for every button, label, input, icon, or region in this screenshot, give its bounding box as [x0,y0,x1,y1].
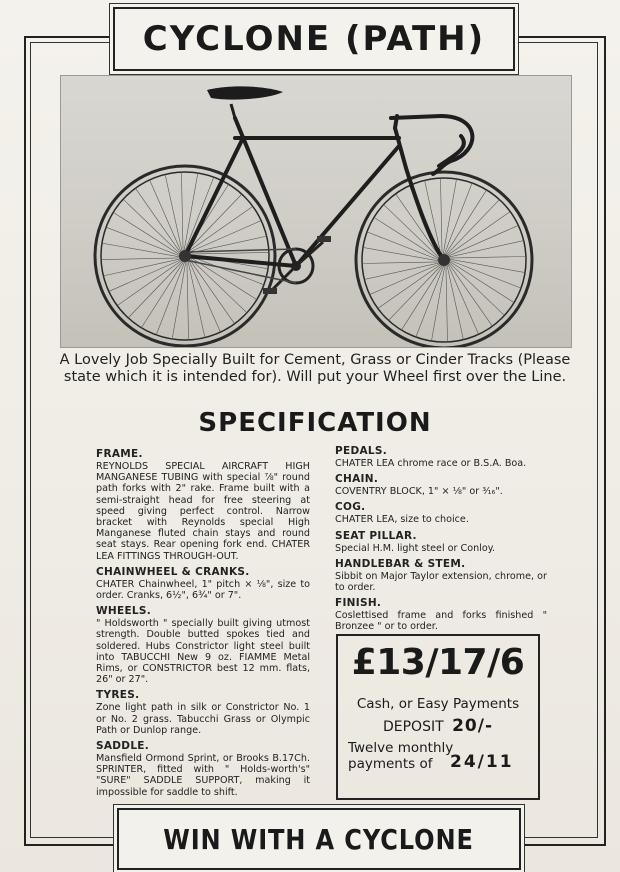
spec-section [335,445,547,469]
spec-section-body: Special H.M. light steel or Conloy. [335,542,496,554]
spec-section-title: FINISH. [335,597,382,610]
spec-section [96,689,310,736]
spec-section [96,740,310,798]
spec-section-title: FRAME. [96,448,143,460]
spec-section-title: CHAINWHEEL & CRANKS. [96,565,250,578]
spec-section [96,448,310,562]
footer-banner [117,808,521,870]
spec-section-title: COG. [335,501,366,514]
spec-left-column [96,448,310,802]
monthly-payments-label: Twelve monthly payments of [348,740,454,772]
spec-section-body: REYNOLDS SPECIAL AIRCRAFT HIGH MANGANESE TUBING with special ⅞" round path forks with 2" rake. Frame built with a semi-straight head for free steering at speed giving perfect control. Narrow bracket with Reynolds special High Manganese fluted chain stays and round seat stays. Rear opening fork end. CHATER LEA FITTINGS THROUGH-OUT. [96,461,310,562]
spec-section-title: PEDALS. [335,445,388,457]
price-amount: £13/17/6 [351,642,525,683]
spec-section-body: COVENTRY BLOCK, 1" × ⅛" or ³⁄₁₆". [335,486,503,498]
spec-section-title: WHEELS. [96,605,152,618]
spec-section-body: CHATER LEA chrome race or B.S.A. Boa. [335,458,527,469]
spec-section-title: SEAT PILLAR. [335,529,417,542]
bicycle-illustration [61,76,571,347]
deposit-label: DEPOSIT [382,719,444,735]
spec-section-body: Coslettised frame and forks finished " Bronzee " or to order. [335,610,547,633]
spec-right-column [335,445,547,637]
spec-section [335,501,547,525]
payment-options-text: Cash, or Easy Payments [356,696,520,712]
spec-section-body: " Holdsworth " specially built giving utmost strength. Double butted spokes tied and soldered. Hubs Constrictor light steel built into TABUCCHI New 9 oz. FIAMME Metal Rims, or CONSTRICTOR best 12 mm. flats, 26" or 27". [96,618,310,686]
price-box [336,634,540,800]
specification-heading: SPECIFICATION [198,408,432,438]
spec-section-title: SADDLE. [96,740,150,753]
deposit-amount: 20/- [452,716,494,736]
page-title: CYCLONE (PATH) [142,19,486,59]
spec-section [335,558,547,593]
spec-section-body: Zone light path in silk or Constrictor No. 1 or No. 2 grass. Tabucchi Grass or Olympic Path or Dunlop range. [96,702,310,736]
spec-section-body: CHATER LEA, size to choice. [335,514,469,526]
deposit-row [338,716,538,736]
spec-section-title: CHAIN. [335,473,379,486]
spec-section [335,597,547,632]
title-banner [113,7,515,71]
spec-section-title: HANDLEBAR & STEM. [335,557,466,570]
spec-section-title: TYRES. [96,689,140,702]
tagline-text: A Lovely Job Specially Built for Cement, Grass or Cinder Tracks (Please state which it is intended for). Will put your Wheel first over the Line. [59,352,571,385]
spec-section [335,473,547,497]
spec-section-body: Mansfield Ormond Sprint, or Brooks B.17Ch. SPRINTER, fitted with " Holds-worth's" "SURE" SADDLE SUPPORT, making it impossible for saddle to shift. [96,753,310,798]
bicycle-photo [60,75,572,348]
spec-section-body: Sibbit on Major Taylor extension, chrome, or to order. [335,570,547,594]
spec-section [96,566,310,601]
spec-section [335,530,547,554]
footer-slogan: WIN WITH A CYCLONE [163,822,475,856]
spec-section-body: CHATER Chainwheel, 1" pitch × ⅛", size to order. Cranks, 6½", 6¾" or 7". [96,578,310,602]
monthly-payment-amount: 24/11 [450,752,514,772]
spec-section [96,605,310,685]
